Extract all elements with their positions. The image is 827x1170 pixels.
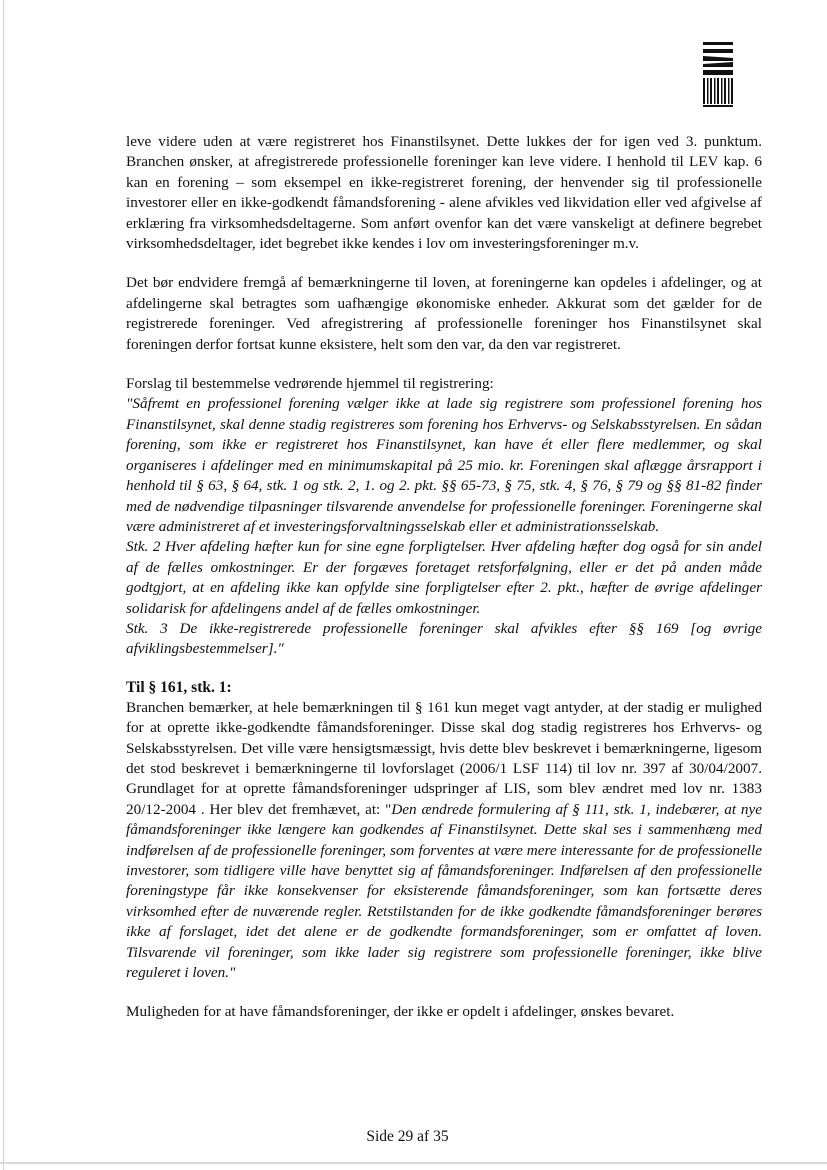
paragraph-faamand [126,698,762,984]
page-left-edge [3,0,4,1170]
paragraph-conclusion: Muligheden for at have fåmandsforeninger, der ikke er opdelt i afdelinger, ønskes bevaret. [126,1003,675,1021]
page-bottom-edge [0,1162,827,1164]
proposal-intro: Forslag til bestemmelse vedrørende hjemmel til registrering: [126,375,494,393]
corner-logo-icon [703,42,733,108]
page-number: Side 29 af 35 [366,1128,449,1145]
paragraph-faamand-text: Branchen bemærker, at hele bemærkningen til § 161 kun meget vagt antyder, at der stadig er mulighed for at oprette ikke-godkendte fåmandsforeninger. Disse skal dog stadig registreres hos Erhvervs- og Selskabsstyrelsen. Det ville være hensigtsmæssigt, hvis dette blev beskrevet i bemærkningerne, ligesom det stod beskrevet i bemærkningerne til lovforslaget (2006/1 LSF 114) til lov nr. 397 af 30/04/2007. Grundlaget for at oprette fåmandsforeninger udspringer af LIS, som blev ændret med lov nr. 1383 20/12-2004 . Her blev det fremhævet, at: " [126,698,762,818]
page-footer [0,1128,827,1146]
proposal-section-1: "Såfremt en professionel forening vælger ikke at lade sig registrere som professionel forening hos Finanstilsynet, skal denne stadig registreres som forening hos Erhvervs- og Selskabsstyrelsen. En sådan forening, som ikke er registreret hos Finanstilsynet, kan have ét eller flere medlemmer, og skal organiseres i afdelinger med en minimumskapital på 25 mio. kr. Foreningen skal aflægge årsrapport i henhold til § 63, § 64, stk. 1 og stk. 2, 1. og 2. pkt. §§ 65-73, § 75, stk. 4, § 76, § 79 og §§ 81-82 finder med de nødvendige tilpasninger tilsvarende anvendelse for professionelle foreninger. Foreningerne skal være administreret af et investeringsforvaltningsselskab eller et administrationsselskab. [126,395,762,535]
proposal-section-3: Stk. 3 De ikke-registrerede professionelle foreninger skal afvikles efter §§ 169 [og øvrige afviklingsbestemmelser]." [126,619,762,658]
paragraph-faamand-quote: Den ændrede formulering af § 111, stk. 1, indebærer, at nye fåmandsforeninger ikke længere kan godkendes af Finanstilsynet. Dette skal ses i sammenhæng med indførelsen af de professionelle foreninger, som forventes at være mere interessante for de professionelle investorer, som tidligere ville have benyttet sig af fåmandsforeninger. Indførelsen af den professionelle foreningstype får ikke konsekvenser for eksisterende fåmandsforeninger, som kan fortsætte deres virksomhed efter de nuværende regler. Retstilstanden for de ikke godkendte fåmandsforeninger berøres ikke af forslaget, idet det alene er de godkendte formandsforeninger, som er omfattet af loven. Tilsvarende vil foreninger, som ikke lader sig registrere som professionelle foreninger, ikke blive reguleret i loven." [126,800,762,982]
paragraph-registration: leve videre uden at være registreret hos Finanstilsynet. Dette lukkes der for igen ved 3. punktum. Branchen ønsker, at afregistrerede professionelle foreninger kan leve videre. I henhold til LEV kap. 6 kan en forening – som eksempel en ikke-registreret forening, der henvender sig til professionelle investorer eller en ikke-godkendt fåmandsforening - alene afvikles ved likvidation eller ved afgivelse af erklæring fra virksomhedsdeltagerne. Som anført ovenfor kan det være vanskeligt at definere begrebet virksomhedsdeltager, idet begrebet ikke kendes i lov om investeringsforeninger m.v. [126,133,762,253]
proposal-section-2: Stk. 2 Hver afdeling hæfter kun for sine egne forpligtelser. Hver afdeling hæfter dog også for sin andel af de fælles omkostninger. Er der forgæves foretaget retsforfølgning, eller er det på anden måde godtgjort, at en afdeling ikke kan opfylde sine forpligtelser efter 2. pkt., hæfter de øvrige afdelinger solidarisk for afdelingens andel af de fælles omkostninger. [126,538,762,617]
section-heading: Til § 161, stk. 1: [126,678,232,696]
paragraph-departments: Det bør endvidere fremgå af bemærkningerne til loven, at foreningerne kan opdeles i afdelinger, og at afdelingerne skal betragtes som uafhængige økonomiske enheder. Akkurat som det gælder for de registrerede foreninger. Ved afregistrering af professionelle foreninger hos Finanstilsynet skal foreningen derfor fortsat kunne eksistere, helt som den var, da den var registreret. [126,274,762,353]
page-content [126,132,762,1023]
